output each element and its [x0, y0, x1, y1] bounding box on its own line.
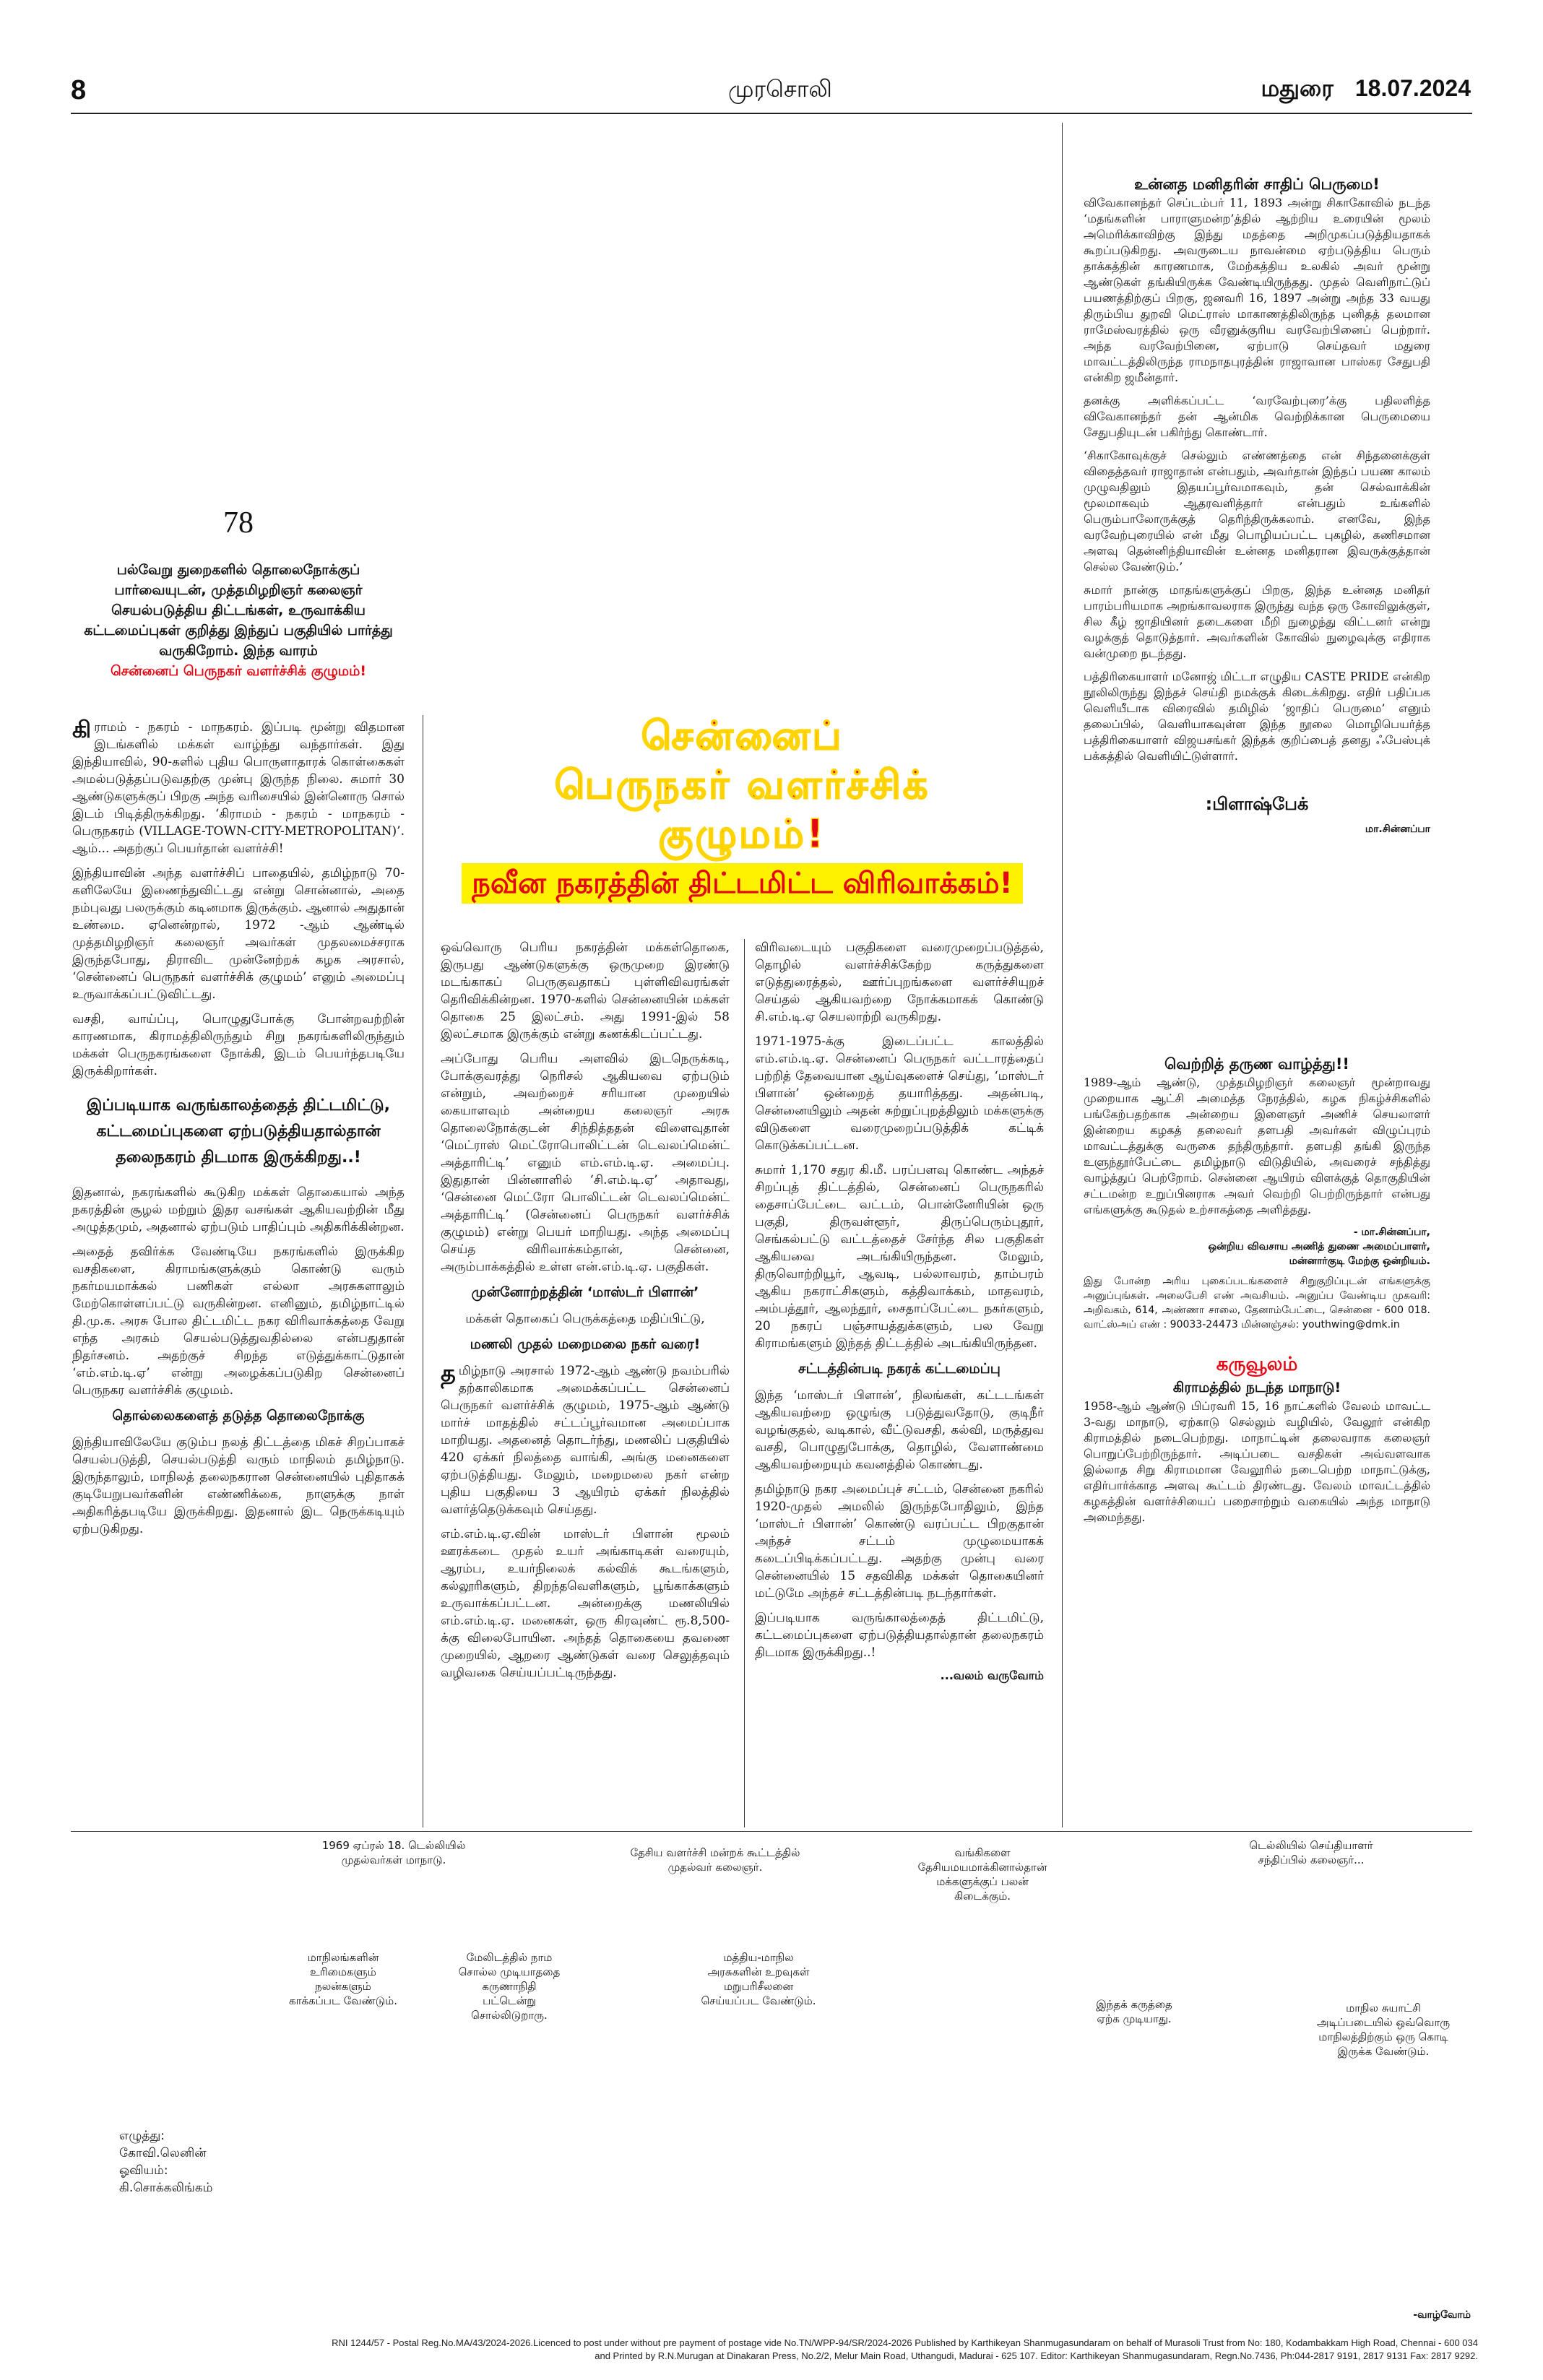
cartoon-rule	[71, 1831, 1472, 1832]
center-column-1	[441, 939, 730, 1689]
credit-artist: கி.சொக்கலிங்கம்	[119, 2181, 213, 2195]
cartoon-caption-6: மேலிடத்தில் நாம சொல்ல முடியாததை கருணாநிதி பட்டென்று சொல்லிடுறாரு.	[458, 1951, 561, 2022]
cartoon-caption-9: மாநில சுயாட்சி அடிப்படையில் ஒவ்வொரு மாநிலத்திற்கும் ஒரு கொடி இருக்க வேண்டும்.	[1316, 2002, 1451, 2058]
left-column	[72, 716, 405, 1545]
right-para-3: ‘சிகாகோவுக்குச் செல்லும் எண்ணத்தை என் சிந்தனைக்குள் விதைத்தவர் ராஜாதான் என்பதும், அவர்தான் இந்தப் பயண காலம் முழுவதிலும் இதயப்பூர்வமாகவும், தன் செல்வாக்கின் மூலமாகவும் ஆதரவளித்தார் என்பதும் உங்களில் பெரும்பாலோருக்குத் தெரிந்திருக்கலாம். எனவே, இந்த வரவேற்புரையில் என் மீது பொழியப்பட்ட புகழில், கணிசமான அளவு தென்னிந்தியாவின் உன்னத மனிதரான இவருக்குத்தான் செல்ல வேண்டும்.’	[1084, 449, 1430, 574]
center-subhead-2: மணலி முதல் மறைமலை நகர் வரை!	[470, 1336, 701, 1352]
right-head-2: வெற்றித் தருண வாழ்த்து!!	[1164, 1055, 1349, 1073]
credit-artist-label: ஓவியம்:	[119, 2163, 168, 2178]
cartoon-caption-8: இந்தக் கருத்தை ஏற்க முடியாது.	[1096, 1998, 1172, 2025]
left-para-4: இதனால், நகரங்களில் கூடுகிற மக்கள் தொகையால் அந்த நகரத்தின் சூழல் மற்றும் இதர வசங்கள் ஆகியவற்றின் மீது அழுத்தமும், அதனால் ஏற்படும் பாதிப்பும் அதிகரிக்கின்றன.	[72, 1185, 405, 1234]
left-pullquote: இப்படியாக வருங்காலத்தைத் திட்டமிட்டு, கட்டமைப்புகளை ஏற்படுத்தியதால்தான் தலைநகரம் திடமாக இருக்கிறது..!	[87, 1096, 390, 1167]
center-para-5: எம்.எம்.டி.ஏ.வின் மாஸ்டர் பிளான் மூலம் ஊரக்கடை முதல் உயர் அங்காடிகள் வரையும், ஆரம்ப, உயர்நிலைக் கல்விக் கூடங்களும், கல்லூரிகளும், திறந்தவெளிகளும், பூங்காக்களும் உருவாக்கப்பட்டன. அன்றைக்கு மணலியில் எம்.எம்.டி.ஏ. மனைகள், ஒரு கிரவுண்ட் ரூ.8,500-க்கு விலைபோயின. அந்தத் தொகையை தவணை முறையில், ஆறரை ஆண்டுகள் வரை செலுத்தவும் வழிவகை செய்யப்பட்டிருந்தது.	[441, 1527, 730, 1680]
left-subhead: தொல்லைகளைத் தடுத்த தொலைநோக்கு	[112, 1408, 365, 1424]
intro-highlight: சென்னைப் பெருநகர் வளர்ச்சிக் குழுமம்!	[110, 663, 367, 679]
strip-end: -வாழ்வோம்	[1413, 2309, 1471, 2321]
center2-para-6: இப்படியாக வருங்காலத்தைத் திட்டமிட்டு, கட்டமைப்புகளை ஏற்படுத்தியதால்தான் தலைநகரம் திடமாக இருக்கிறது..!	[755, 1611, 1044, 1660]
continued-label: ...வலம் வருவோம்	[940, 1669, 1044, 1682]
left-para-1: கிராமம் - நகரம் - மாநகரம். இப்படி மூன்று விதமான இடங்களில் மக்கள் வாழ்ந்து வந்தார்கள். இது இந்தியாவில், 90-களில் புதிய பொருளாதாரக் கொள்கைகள் அமல்படுத்தப்படுவதற்கு முன்பு இருந்த நிலை. சுமார் 30 ஆண்டுகளுக்குப் பிறகு அந்த வரிசையில் இன்னொரு சொல் இடம் பிடித்திருக்கிறது. ‘கிராமம் - நகரம் - மாநகரம் - பெருநகரம் (VILLAGE-TOWN-CITY-METROPOLITAN)’. ஆம்... அதற்குப் பெயர்தான் வளர்ச்சி!	[72, 716, 405, 856]
cartoon-caption-2: தேசிய வளர்ச்சி மன்றக் கூட்டத்தில் முதல்வர் கலைஞர்.	[630, 1846, 800, 1874]
center-para-2: அப்போது பெரிய அளவில் இடநெருக்கடி, போக்குவரத்து நெரிசல் ஆகியவை ஏற்படும் என்றும், அவற்றைச் சரியான முறையில் கையாளவும் அன்றைய கலைஞர் அரசு தொலைநோக்குடன் சிந்தித்ததன் விளைவுதான் ‘மெட்ராஸ் மெட்ரோபொலிட்டன் டெவலப்மென்ட் அத்தாரிட்டி’ எனும் எம்.எம்.டி.ஏ. அமைப்பு. இதுதான் பின்னாளில் ‘சி.எம்.டி.ஏ’ அதாவது, ‘சென்னை மெட்ரோ பொலிட்டன் டெவலப்மென்ட் அத்தாரிட்டி’ (சென்னைப் பெருநகர் வளர்ச்சிக் குழுமம்) என்று பெயர் மாறியது. அந்த அமைப்பு செய்த விரிவாக்கம்தான், சென்னை, அரும்பாக்கத்தில் உள்ள என்.எம்.டி.ஏ. பகுதிகள்.	[441, 1052, 730, 1274]
center-para-4: தமிழ்நாடு அரசால் 1972-ஆம் ஆண்டு நவம்பரில் தற்காலிகமாக அமைக்கப்பட்ட சென்னைப் பெருநகர் வளர்ச்சிக் குழுமம், 1975-ஆம் ஆண்டு மார்ச் மாதத்தில் சட்டப்பூர்வமான அமைப்பாக மாறியது. அதனைத் தொடர்ந்து, மணலிப் பகுதியில் 420 ஏக்கர் நிலத்தை வாங்கி, அங்கு மனைகளை ஏற்படுத்தியது. மேலும், மறைமலை நகர் என்ற புதிய பகுதியை 3 ஆயிரம் ஏக்கர் நிலத்தில் வளர்த்தெடுக்கவும் செய்தது.	[441, 1359, 730, 1517]
left-para-3: வசதி, வாய்ப்பு, பொழுதுபோக்கு போன்றவற்றின் காரணமாக, கிராமத்திலிருந்தும் சிறு நகரங்களிலிருந்தும் மக்கள் பெருநகரங்களை நோக்கி, இடம் பெயர்ந்தபடியே இருக்கிறார்கள்.	[72, 1012, 405, 1078]
right3-para-1: 1958-ஆம் ஆண்டு பிப்ரவரி 15, 16 நாட்களில் வேலம் மாவட்ட 3-வது மாநாடு, ஏற்காடு செல்லும் வழியில், வேலூர் என்கிற கிராமத்தில் நடைபெற்றது. மாநாட்டின் தலைவராக கலைஞர் பொறுப்பேற்றிருந்தார். அடிப்படை வசதிகள் அவ்வளவாக இல்லாத சிறு கிராமமான வேலூரில் நடைபெற்ற மாநாட்டுக்கு, எதிர்பார்க்காத அளவு கூட்டம் திரண்டது. வேலம் மாவட்டத்தில் கழகத்தின் வளர்ச்சியைப் பறைசாற்றும் வகையில் அந்த மாநாடு அமைந்தது.	[1084, 1399, 1430, 1524]
edition-city: மதுரை	[1261, 75, 1334, 101]
right-para-4: சுமார் நான்கு மாதங்களுக்குப் பிறகு, இந்த உன்னத மனிதர் பாரம்பரியமாக அறங்காவலராக இருந்து வந்த ஒரு கோவிலுக்குள், சில கீழ் ஜாதியினர் தடைகளை மீறி நுழைந்து விட்டனர் என்று வழக்குத் தொடுத்தார். அவர்களின் கோவில் நுழைவுக்கு எதிராக வன்முறை நடந்தது.	[1084, 583, 1430, 660]
cartoon-caption-5: மாநிலங்களின் உரிமைகளும் நலன்களும் காக்கப்பட வேண்டும்.	[289, 1951, 397, 2007]
left-para-6: இந்தியாவிலேயே குடும்ப நலத் திட்டத்தை மிகச் சிறப்பாகச் செயல்படுத்தி, செயல்படுத்தி வரும் மாநிலம் தமிழ்நாடு. இருந்தாலும், மாநிலத் தலைநகரான சென்னையில் புதிதாகக் குடியேறுபவர்களின் எண்ணிக்கை, நாளுக்கு நாள் அதிகரித்தபடியே இருக்கிறது. இதனால் இட நெருக்கடியும் ஏற்படுகிறது.	[72, 1435, 405, 1536]
column-divider-3	[1062, 123, 1063, 1827]
title-line-3: குழுமம்!	[658, 811, 826, 857]
center2-para-1: விரிவடையும் பகுதிகளை வரைமுறைப்படுத்தல், தொழில் வளர்ச்சிக்கேற்ற கருத்துகளை எடுத்துரைத்தல், ஊர்ப்புறங்களை வளர்ச்சியுறச் செய்தல் ஆகியவற்றை நோக்கமாகக் கொண்டு சி.எம்.டி.ஏ செயலாற்றி வருகிறது.	[755, 940, 1044, 1024]
imprint-line-1: RNI 1244/57 - Postal Reg.No.MA/43/2024-2026.Licenced to post under without pre payment of postage vide No.TN/WPP-94/SR/2024-2026 Published by Karthikeyan Shanmugasundaram on behalf of Murasoli Trust from No: 180, Kodambakkam High Road, Chennai - 600 034	[332, 2337, 1478, 2348]
intro-text: பல்வேறு துறைகளில் தொலைநோக்குப் பார்வையுடன், முத்தமிழறிஞர் கலைஞர் செயல்படுத்திய திட்டங்கள், உருவாக்கிய கட்டமைப்புகள் குறித்து இந்துப் பகுதியில் பார்த்து வருகிறோம். இந்த வாரம்	[84, 562, 393, 659]
feature-title-block	[448, 711, 1037, 921]
cartoon-caption-3: வங்கிகளை தேசியமயமாக்கினால்தான் மக்களுக்குப் பலன் கிடைக்கும்.	[917, 1846, 1047, 1903]
date-label: 18.07.2024	[1354, 75, 1471, 101]
center2-para-2: 1971-1975-க்கு இடைப்பட்ட காலத்தில் எம்.எம்.டி.ஏ. சென்னைப் பெருநகர் வட்டாரத்தைப் பற்றித் தேவையான ஆய்வுகளைச் செய்து, ‘மாஸ்டர் பிளான்’ ஒன்றைத் தயாரித்தது. அதன்படி, சென்னையிலும் அதன் சுற்றுப்புறத்திலும் மக்களுக்கு விடுகளை வரைமுறைப்படுத்திக் கட்டிக் கொடுக்கப்பட்டன.	[755, 1034, 1044, 1153]
title-line-1: சென்னைப்	[641, 713, 844, 758]
submission-note: இது போன்ற அரிய புகைப்படங்களைச் சிறுகுறிப்புடன் எங்களுக்கு அனுப்புங்கள். அலைபேசி எண் அவசியம். அனுப்ப வேண்டிய முகவரி: அறிவகம், 614, அண்ணா சாலை, தேனாம்பேட்டை, சென்னை - 600 018. வாட்ஸ்அப் எண் : 90033-24473 மின்னஞ்சல்: youthwing@dmk.in	[1084, 1276, 1430, 1330]
title-line-2: பெருநகர் வளர்ச்சிக்	[554, 762, 930, 808]
center-para-1: ஒவ்வொரு பெரிய நகரத்தின் மக்கள்தொகை, இருபது ஆண்டுகளுக்கு ஒருமுறை இரண்டு மடங்காகப் பெருகுவதாகப் புள்ளிவிவரங்கள் தெரிவிக்கின்றன. 1970-களில் சென்னையின் மக்கள் தொகை 25 இலட்சம். அது 1991-இல் 58 இலட்சமாக இருக்கும் என்று கணக்கிடப்பட்டது.	[441, 940, 730, 1042]
center2-subhead: சட்டத்தின்படி நகரக் கட்டமைப்பு	[798, 1361, 1000, 1377]
flashback-sign: மா.சின்னப்பா	[1365, 823, 1430, 835]
left-para-2: இந்தியாவின் அந்த வளர்ச்சிப் பாதையில், தமிழ்நாடு 70-களிலேயே இணைந்துவிட்டது என்று சொன்னால், அதை நம்புவது பலருக்கும் கடினமாக இருக்கும். ஆனால் அதுதான் உண்மை. ஏனென்றால், 1972 -ஆம் ஆண்டில் முத்தமிழறிஞர் கலைஞர் அவர்கள் முதலமைச்சராக இருந்தபோது, திராவிட முன்னேற்றக் கழக அரசால், ‘சென்னைப் பெருநகர் வளர்ச்சிக் குழுமம்’ எனும் அமைப்பு உருவாக்கப்பட்டுவிட்டது.	[72, 866, 405, 1002]
center-column-2	[755, 939, 1044, 1683]
credits	[119, 2127, 212, 2197]
header-rule	[71, 113, 1472, 114]
credit-writer-label: எழுத்து:	[119, 2129, 165, 2143]
right-para-5: பத்திரிகையாளர் மனோஜ் மிட்டா எழுதிய CASTE PRIDE என்கிற நூலிலிருந்து இந்தச் செய்தி நமக்குக் கிடைக்கிறது. எதிர் பதிப்பக வெளியீடாக விரைவில் தமிழில் ‘ஜாதிப் பெருமை’ எனும் தலைப்பில், வெளியாகவுள்ள இந்த நூலை மொழிபெயர்த்த பத்திரிகையாளர் விஜயசங்கர் இந்தக் குறிப்பைத் தனது ஃபேஸ்புக் பக்கத்தில் வெளியிட்டுள்ளார்.	[1084, 670, 1430, 763]
center2-para-5: தமிழ்நாடு நகர அமைப்புச் சட்டம், சென்னை நகரில் 1920-முதல் அமலில் இருந்தபோதிலும், இந்த ‘மாஸ்டர் பிளான்’ கொண்டு வரப்பட்ட பிறகுதான் அந்தச் சட்டம் முழுமையாகக் கடைப்பிடிக்கப்பட்டது. அதற்கு முன்பு வரை சென்னையில் 15 சதவிகித மக்கள் தொகையினர் மட்டுமே அந்தச் சட்டத்தின்படி நடந்தார்கள்.	[755, 1482, 1044, 1601]
column-divider-2	[744, 939, 745, 1827]
sign-line-2: ஒன்றிய விவசாய அணித் துணை அமைப்பாளர்,	[1208, 1241, 1430, 1252]
imprint-line-2: and Printed by R.N.Murugan at Dinakaran Press, No.2/2, Melur Main Road, Uthangudi, Madurai - 625 107. Editor: Karthikeyan Shanmugasundaram, Regn.No.7436, Ph:044-2817 9191, 2817 9131 Fax: 2817 9292.	[595, 2350, 1478, 2361]
center2-para-4: இந்த ‘மாஸ்டர் பிளான்’, நிலங்கள், கட்டடங்கள் ஆகியவற்றை ஒழுங்கு படுத்துவதோடு, குடிநீர் வழங்குதல், வடிகால், வீட்டுவசதி, கல்வி, மருத்துவ வசதி, பொழுதுபோக்கு, தொழில், வேளாண்மை ஆகியவற்றையும் கவனத்தில் கொண்டது.	[755, 1388, 1044, 1472]
masthead: முரசொலி	[728, 75, 832, 103]
drop-cap: கி	[72, 716, 92, 743]
page-number: 8	[71, 75, 87, 105]
center2-para-3: சுமார் 1,170 சதுர கி.மீ. பரப்பளவு கொண்ட அந்தச் சிறப்புத் திட்டத்தில், சென்னைப் பெருநகரில் தைசாப்பேட்டை வட்டம், பொன்னேரியின் ஒரு பகுதி, திருவள்ளூர், திருப்பெரும்புதூர், செங்கல்பட்டு வட்டத்தைச் சேர்ந்த சில பகுதிகள் ஆகியவை அடங்கியிருந்தன. மேலும், திருவொற்றியூர், ஆவடி, பல்லாவரம், தாம்பரம் ஆகிய நகராட்சிகளும், கத்திவாக்கம், மாதவரம், அம்பத்தூர், ஆலந்தூர், சைதாப்பேட்டை நகர்களும், 20 நகரப் பஞ்சாயத்துக்களும், பல வேறு கிராமங்களும் இந்தத் திட்டத்தில் அடங்கியிருந்தன.	[755, 1163, 1044, 1351]
right-head-1: உன்னத மனிதரின் சாதிப் பெருமை!	[1134, 176, 1380, 193]
right-head-3: கருவூலம்	[1216, 1354, 1298, 1375]
cartoon-caption-1: 1969 ஏப்ரல் 18. டெல்லியில் முதல்வர்கள் மாநாடு.	[321, 1839, 466, 1866]
drop-cap-2: த	[441, 1359, 456, 1387]
right2-para-1: 1989-ஆம் ஆண்டு, முத்தமிழறிஞர் கலைஞர் மூன்றாவது முறையாக ஆட்சி அமைத்த நேரத்தில், கழக நிகழ்ச்சிகளில் பங்கேற்பதற்காக அன்றைய இளைஞர் அணிச் செயலாளர் இன்றைய கழகத் தலைவர் தளபதி அவர்கள் விழுப்புரம் மாவட்டத்துக்கு வருகை தந்திருந்தார். தளபதி தங்கி இருந்த உளுந்தூர்பேட்டை தமிழ்நாடு விடுதியில், அவரைச் சந்தித்து வாழ்த்துப் பெற்றோம். சென்னை ஆயிரம் விளக்குத் தொகுதியின் சட்டமன்ற உறுப்பினராக அவர் வெற்றி பெற்றிருந்தார் என்பது எங்களுக்கு கூடுதல் உற்சாகத்தை அளித்தது.	[1084, 1076, 1430, 1216]
cartoon-caption-4: டெல்லியில் செய்தியாளர் சந்திப்பில் கலைஞர்...	[1249, 1839, 1373, 1866]
imprint	[25, 2337, 1478, 2363]
right-column	[1084, 173, 1430, 1533]
credit-writer: கோவி.லெனின்	[119, 2146, 207, 2160]
flashback-head: :பிளாஷ்பேக்	[1205, 794, 1309, 814]
center-subhead-1: முன்னோற்றத்தின் ‘மாஸ்டர் பிளான்’	[471, 1284, 699, 1300]
left-para-5: அதைத் தவிர்க்க வேண்டியே நகரங்களில் இருக்கிற வசதிகளை, கிராமங்களுக்கும் கொண்டு வரும் நகர்மயமாக்கல் பணிகள் எல்லா அரசுகளாலும் மேற்கொள்ளப்பட்டு வருகின்றன. எனினும், தமிழ்நாட்டில் தி.மு.க. அரசு போல திட்டமிட்ட நகர விரிவாக்கத்தை வேறு எந்த அரசும் செயல்படுத்துவதில்லை என்பதுதான் நிதர்சனம். அதற்குச் சிறந்த எடுத்துக்காட்டுதான் ‘எம்.எம்.டி.ஏ’ என்று அழைக்கப்படுகிற சென்னைப் பெருநகர வளர்ச்சிக் குழுமம்.	[72, 1245, 405, 1398]
feature-subtitle: நவீன நகரத்தின் திட்டமிட்ட விரிவாக்கம்!	[462, 863, 1023, 904]
edition-date	[1240, 75, 1471, 105]
right-para-2: தனக்கு அளிக்கப்பட்ட ‘வரவேற்புரை’க்கு பதிலளித்த விவேகானந்தர் தன் ஆன்மிக வெற்றிக்கான பெருமையை சேதுபதியுடன் பகிர்ந்து கொண்டார்.	[1084, 394, 1430, 439]
right-para-1: விவேகானந்தர் செப்டம்பர் 11, 1893 அன்று சிகாகோவில் நடந்த ‘மதங்களின் பாராளுமன்ற’த்தில் ஆற்றிய உரையின் மூலம் அமெரிக்காவிற்கு இந்து மதத்தை அறிமுகப்படுத்தியதாகக் கூறப்படுகிறது. அவருடைய நாவன்மை ஏற்படுத்திய பெரும் தாக்கத்தின் காரணமாக, மேற்கத்திய உலகில் அவர் மூன்று ஆண்டுகள் தங்கியிருக்க வேண்டியிருந்தது. முதல் வெளிநாட்டுப் பயணத்திற்குப் பிறகு, ஜனவரி 16, 1897 அன்று அந்த 33 வயது திரும்பிய துறவி மெட்ராஸ் மாகாணத்திலிருந்த புனிதத் தலமான ராமேஸ்வரத்தில் ஒரு வீரனுக்குரிய வரவேற்பினைப் பெற்றார். அந்த வரவேற்பினை, ஏற்பாடு செய்தவர் மதுரை மாவட்டத்திலிருந்த ராமநாதபுரத்தின் ராஜாவான பாஸ்கர சேதுபதி என்கிற ஜமீன்தார்.	[1084, 196, 1430, 384]
series-number: 78	[223, 506, 254, 540]
sign-line-1: - மா.சின்னப்பா,	[1353, 1226, 1430, 1238]
cartoon-caption-7: மத்திய-மாநில அரசுகளின் உறவுகள் மறுபரிசீலனை செய்யப்பட வேண்டும்.	[701, 1951, 816, 2007]
right-head-3-sub: கிராமத்தில் நடந்த மாநாடு!	[1172, 1380, 1341, 1395]
sign-line-3: மன்னார்குடி மேற்கு ஒன்றியம்.	[1289, 1255, 1430, 1267]
intro-blurb	[72, 560, 405, 681]
center-para-3: மக்கள் தொகைப் பெருக்கத்தை மதிப்பிட்டு,	[465, 1312, 705, 1326]
